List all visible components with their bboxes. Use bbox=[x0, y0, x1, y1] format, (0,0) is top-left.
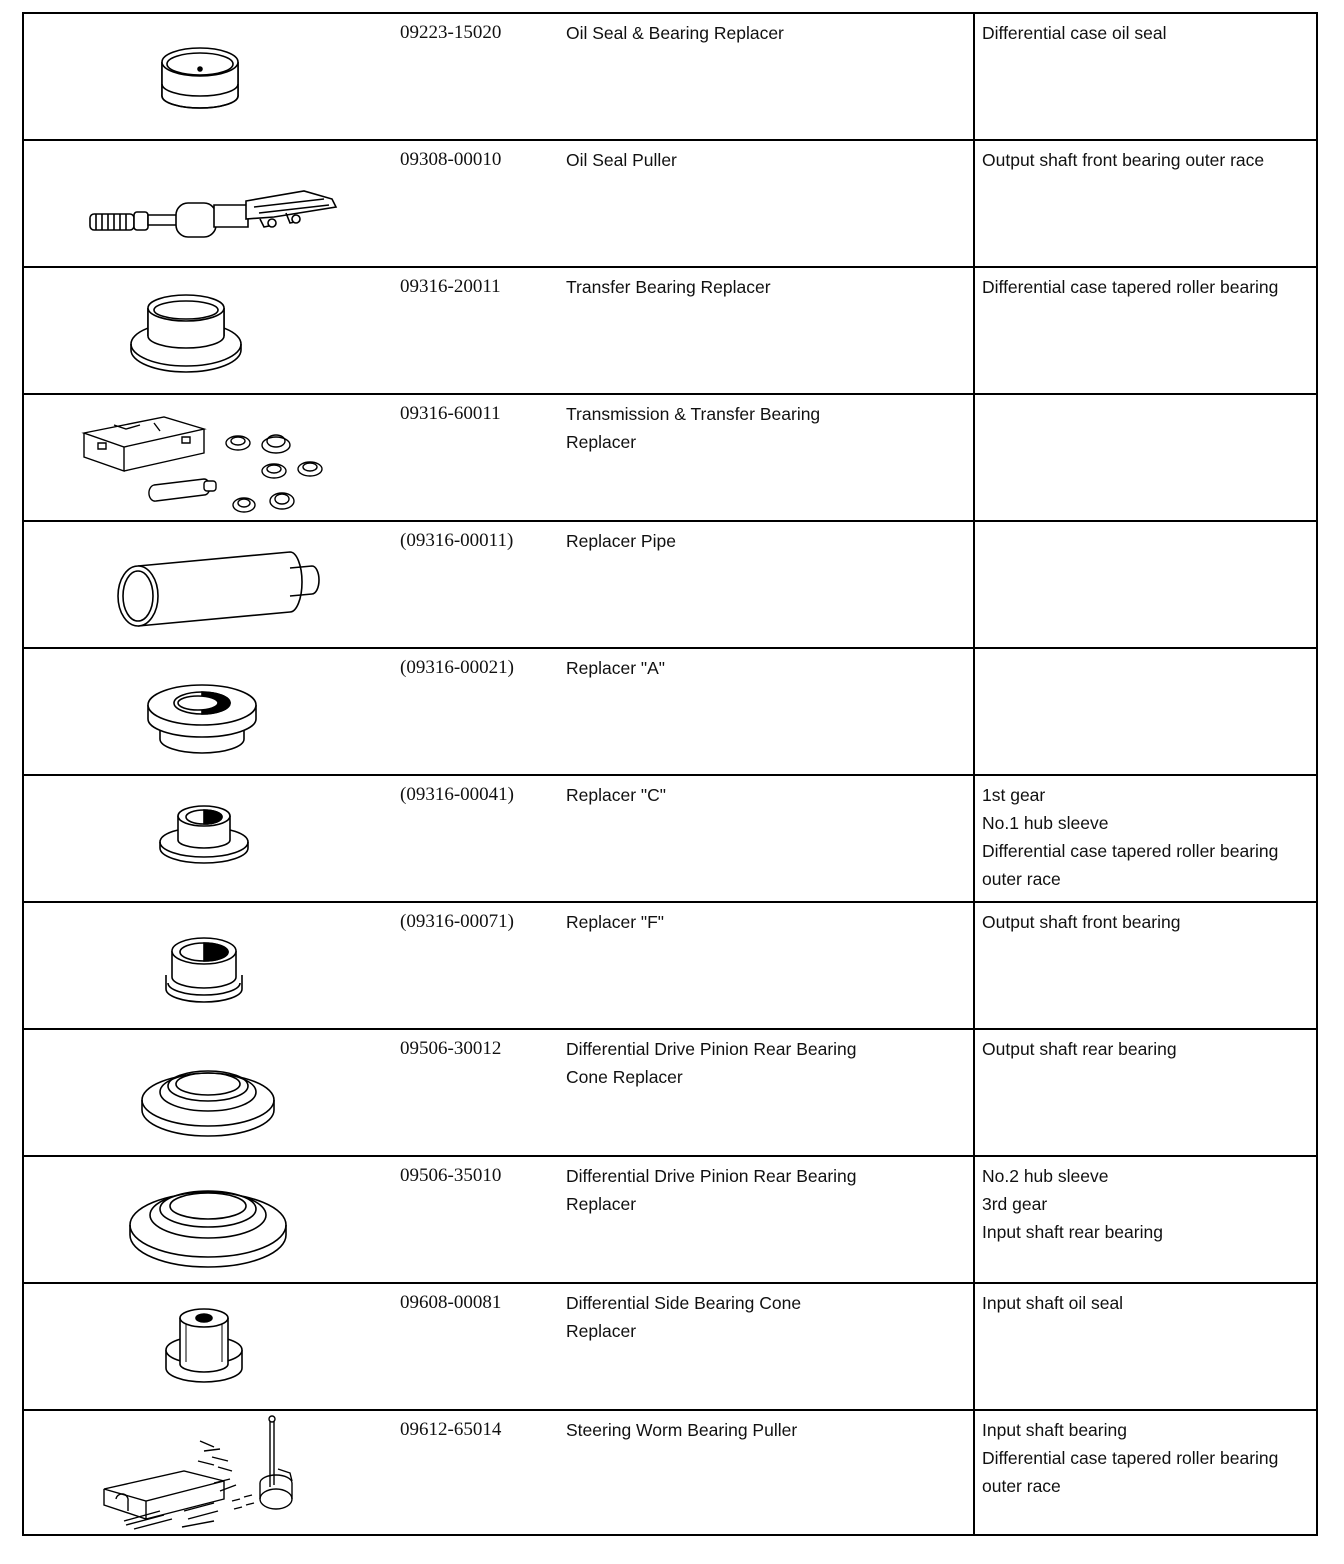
tool-name: Oil Seal Puller bbox=[566, 150, 677, 170]
tool-name: Replacer "F" bbox=[566, 912, 665, 932]
table-row bbox=[24, 649, 1316, 776]
column-divider bbox=[973, 649, 975, 774]
drive-pinion-bearing-replacer-drawing bbox=[64, 1157, 364, 1282]
bearing-replacer-set-drawing bbox=[64, 395, 364, 520]
part-number: 09308-00010 bbox=[400, 149, 502, 170]
usage-line: Input shaft oil seal bbox=[982, 1293, 1124, 1313]
replacer-f-drawing bbox=[64, 903, 364, 1028]
usage-line: 1st gear bbox=[982, 785, 1046, 805]
tool-name: Replacer "A" bbox=[566, 658, 665, 678]
tool-name: Transfer Bearing Replacer bbox=[566, 277, 771, 297]
usage-line: No.2 hub sleeve bbox=[982, 1166, 1109, 1186]
part-number: 09506-30012 bbox=[400, 1038, 502, 1059]
tool-usage bbox=[982, 781, 1307, 893]
part-number: (09316-00011) bbox=[400, 530, 514, 551]
usage-line: 3rd gear bbox=[982, 1194, 1048, 1214]
tool-name: Differential Drive Pinion Rear Bearing Cone Replacer bbox=[566, 1039, 857, 1087]
usage-line: No.1 hub sleeve bbox=[982, 813, 1109, 833]
part-number: (09316-00021) bbox=[400, 657, 514, 678]
tool-usage bbox=[982, 908, 1307, 936]
table-row bbox=[24, 1284, 1316, 1411]
tool-usage bbox=[982, 1162, 1307, 1246]
usage-line: Differential case tapered roller bearing bbox=[982, 277, 1279, 297]
tool-name: Oil Seal & Bearing Replacer bbox=[566, 23, 784, 43]
column-divider bbox=[973, 141, 975, 266]
replacer-pipe-drawing bbox=[64, 522, 364, 647]
table-row bbox=[24, 141, 1316, 268]
replacer-a-drawing bbox=[64, 649, 364, 774]
part-number: (09316-00041) bbox=[400, 784, 514, 805]
oil-seal-bearing-replacer-drawing bbox=[64, 14, 364, 139]
table-row bbox=[24, 1030, 1316, 1157]
column-divider bbox=[973, 14, 975, 139]
part-number: 09608-00081 bbox=[400, 1292, 502, 1313]
tool-name: Replacer "C" bbox=[566, 785, 666, 805]
usage-line: Differential case tapered roller bearing outer race bbox=[982, 1448, 1279, 1496]
tool-usage bbox=[982, 1289, 1307, 1317]
drive-pinion-cone-replacer-drawing bbox=[64, 1030, 364, 1155]
usage-line: Output shaft rear bearing bbox=[982, 1039, 1177, 1059]
part-number: 09316-60011 bbox=[400, 403, 501, 424]
column-divider bbox=[973, 522, 975, 647]
tool-name: Transmission & Transfer Bearing Replacer bbox=[566, 404, 821, 452]
part-number: 09612-65014 bbox=[400, 1419, 502, 1440]
part-number: 09223-15020 bbox=[400, 22, 502, 43]
column-divider bbox=[973, 1157, 975, 1282]
column-divider bbox=[973, 776, 975, 901]
tool-usage bbox=[982, 19, 1307, 47]
usage-line: Input shaft rear bearing bbox=[982, 1222, 1163, 1242]
column-divider bbox=[973, 1284, 975, 1409]
part-number: 09316-20011 bbox=[400, 276, 501, 297]
usage-line: Differential case tapered roller bearing outer race bbox=[982, 841, 1279, 889]
column-divider bbox=[973, 903, 975, 1028]
usage-line: Output shaft front bearing bbox=[982, 912, 1181, 932]
side-bearing-cone-replacer-drawing bbox=[64, 1284, 364, 1409]
tool-usage bbox=[982, 273, 1307, 301]
table-row bbox=[24, 395, 1316, 522]
tool-usage bbox=[982, 1035, 1307, 1063]
table-row bbox=[24, 522, 1316, 649]
column-divider bbox=[973, 1411, 975, 1534]
table-row bbox=[24, 1411, 1316, 1534]
tool-name: Steering Worm Bearing Puller bbox=[566, 1420, 798, 1440]
usage-line: Differential case oil seal bbox=[982, 23, 1167, 43]
tool-usage bbox=[982, 1416, 1307, 1500]
table-row bbox=[24, 14, 1316, 141]
steering-worm-bearing-puller-drawing bbox=[64, 1411, 364, 1536]
transfer-bearing-replacer-drawing bbox=[64, 268, 364, 393]
table-row bbox=[24, 903, 1316, 1030]
tool-name: Replacer Pipe bbox=[566, 531, 676, 551]
tool-name: Differential Side Bearing Cone Replacer bbox=[566, 1293, 802, 1341]
column-divider bbox=[973, 1030, 975, 1155]
special-service-tools-table bbox=[22, 12, 1318, 1536]
oil-seal-puller-drawing bbox=[64, 141, 364, 266]
usage-line: Input shaft bearing bbox=[982, 1420, 1127, 1440]
table-row bbox=[24, 1157, 1316, 1284]
replacer-c-drawing bbox=[64, 776, 364, 901]
tool-usage bbox=[982, 146, 1307, 174]
part-number: 09506-35010 bbox=[400, 1165, 502, 1186]
column-divider bbox=[973, 268, 975, 393]
column-divider bbox=[973, 395, 975, 520]
table-row bbox=[24, 776, 1316, 903]
part-number: (09316-00071) bbox=[400, 911, 514, 932]
tool-name: Differential Drive Pinion Rear Bearing Replacer bbox=[566, 1166, 857, 1214]
table-row bbox=[24, 268, 1316, 395]
usage-line: Output shaft front bearing outer race bbox=[982, 150, 1265, 170]
